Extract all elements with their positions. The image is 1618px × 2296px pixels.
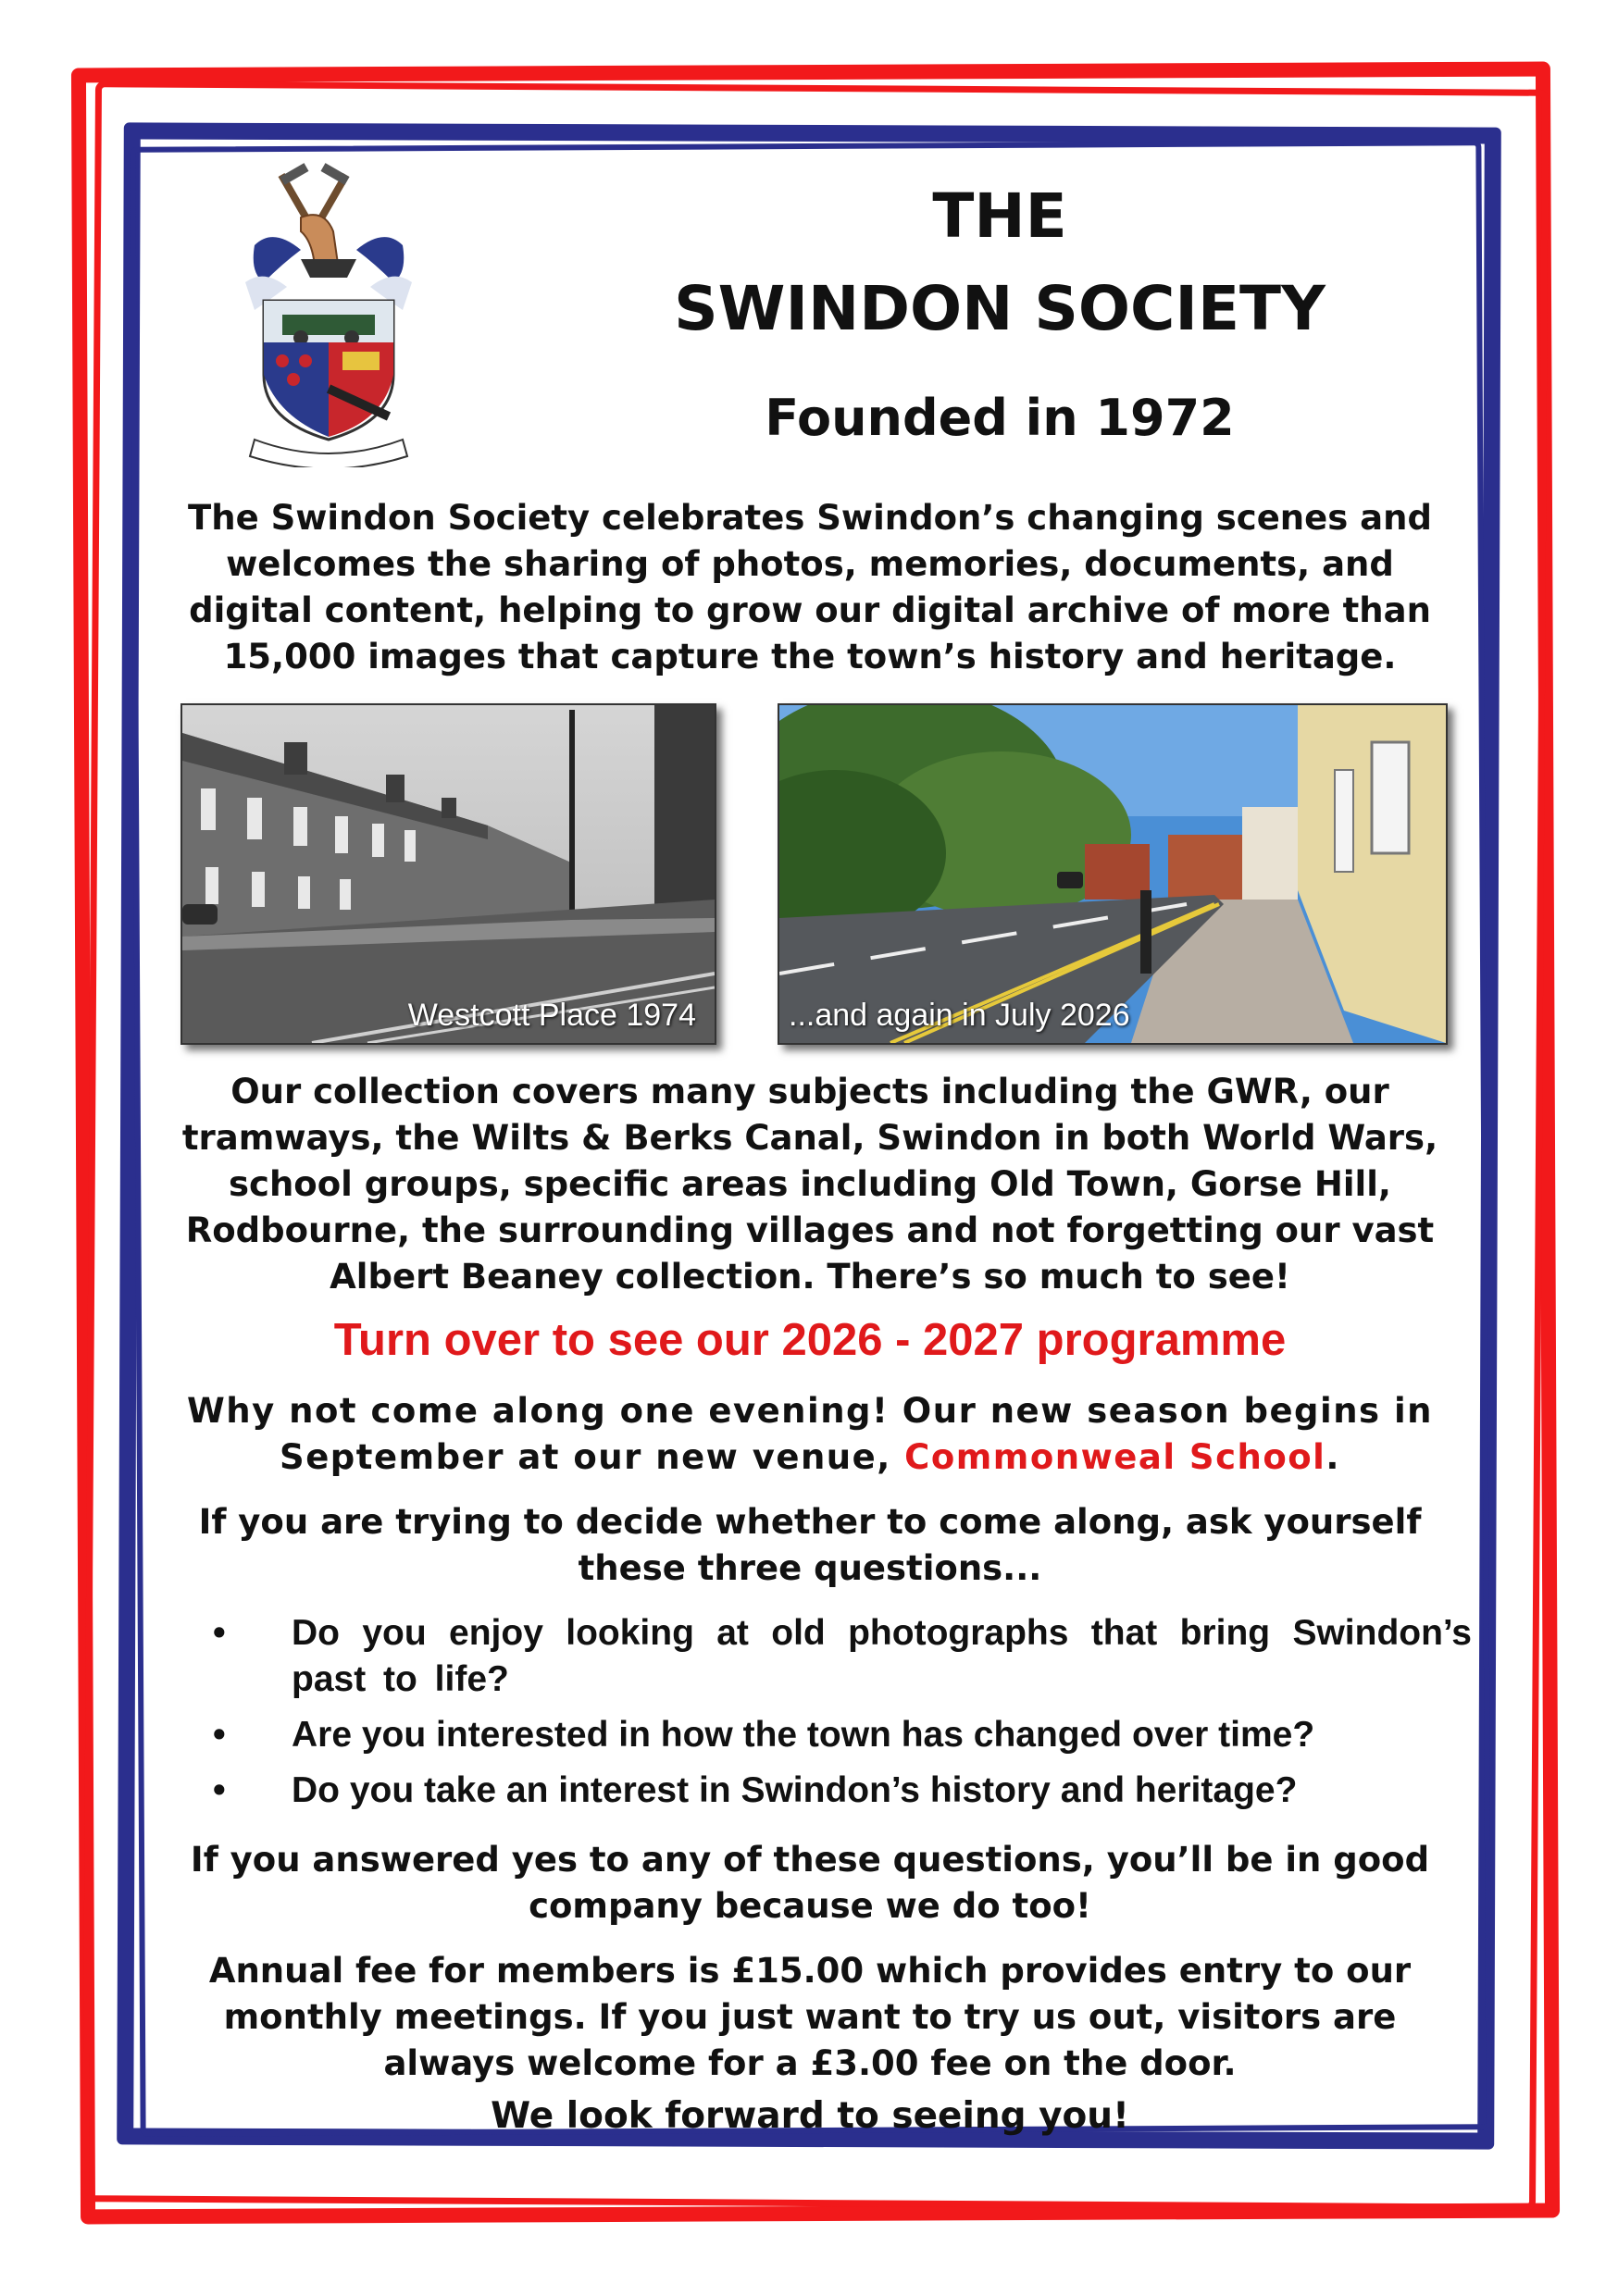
closing-line: We look forward to seeing you! (491, 2095, 1129, 2137)
page-title-line-1: THE (932, 180, 1067, 252)
question-text: Do you take an interest in Swindon’s history and heritage? (292, 1770, 1298, 1810)
photo-westcott-place-2026 (778, 703, 1448, 1045)
list-item (194, 1610, 1472, 1703)
new-season-end: . (1326, 1437, 1340, 1477)
founded-subtitle: Founded in 1972 (765, 389, 1235, 447)
question-text: Are you interested in how the town has changed over time? (292, 1715, 1315, 1755)
society-crest-logo (236, 162, 421, 467)
page-title-line-2: SWINDON SOCIETY (674, 273, 1326, 344)
list-item (194, 1712, 1472, 1758)
questions-intro: If you are trying to decide whether to come along, ask yourself these three questions... (198, 1502, 1422, 1588)
intro-paragraph: The Swindon Society celebrates Swindon’s changing scenes and welcomes the sharing of photos, memories, documents, and digital content, helping to grow our digital archive of more than 15,000 images that capture the town’s history and heritage. (188, 498, 1432, 676)
bullet-icon: • (213, 1715, 226, 1755)
photo-westcott-place-1974 (180, 703, 716, 1045)
new-season-paragraph (176, 1388, 1444, 1481)
answer-paragraph: If you answered yes to any of these questions, you’ll be in good company because we do too! (190, 1840, 1430, 1926)
programme-callout: Turn over to see our 2026 - 2027 programme (333, 1315, 1287, 1365)
photo-caption-1974: Westcott Place 1974 (407, 998, 696, 1033)
list-item (194, 1768, 1472, 1814)
fees-paragraph: Annual fee for members is £15.00 which provides entry to our monthly meetings. If you just want to try us out, visitors are always welcome for a £3.00 fee on the door. (208, 1951, 1412, 2083)
bullet-icon: • (213, 1613, 226, 1653)
questions-list (194, 1610, 1472, 1823)
photo-caption-2026: ...and again in July 2026 (789, 998, 1130, 1033)
collection-paragraph: Our collection covers many subjects including the GWR, our tramways, the Wilts & Berks Canal, Swindon in both World Wars, school groups, specific areas including Old Town, Gorse Hill, Rodbourne, the surrounding villages and not forgetting our vast Albert Beaney collection. There’s so much to see! (181, 1072, 1438, 1297)
question-text: Do you enjoy looking at old photographs that bring Swindon’s past to life? (292, 1613, 1472, 1699)
bullet-icon: • (213, 1770, 226, 1810)
venue-name: Commonweal School (904, 1437, 1326, 1477)
new-season-text: Why not come along one evening! Our new season begins in September at our new venue, (187, 1391, 1433, 1477)
